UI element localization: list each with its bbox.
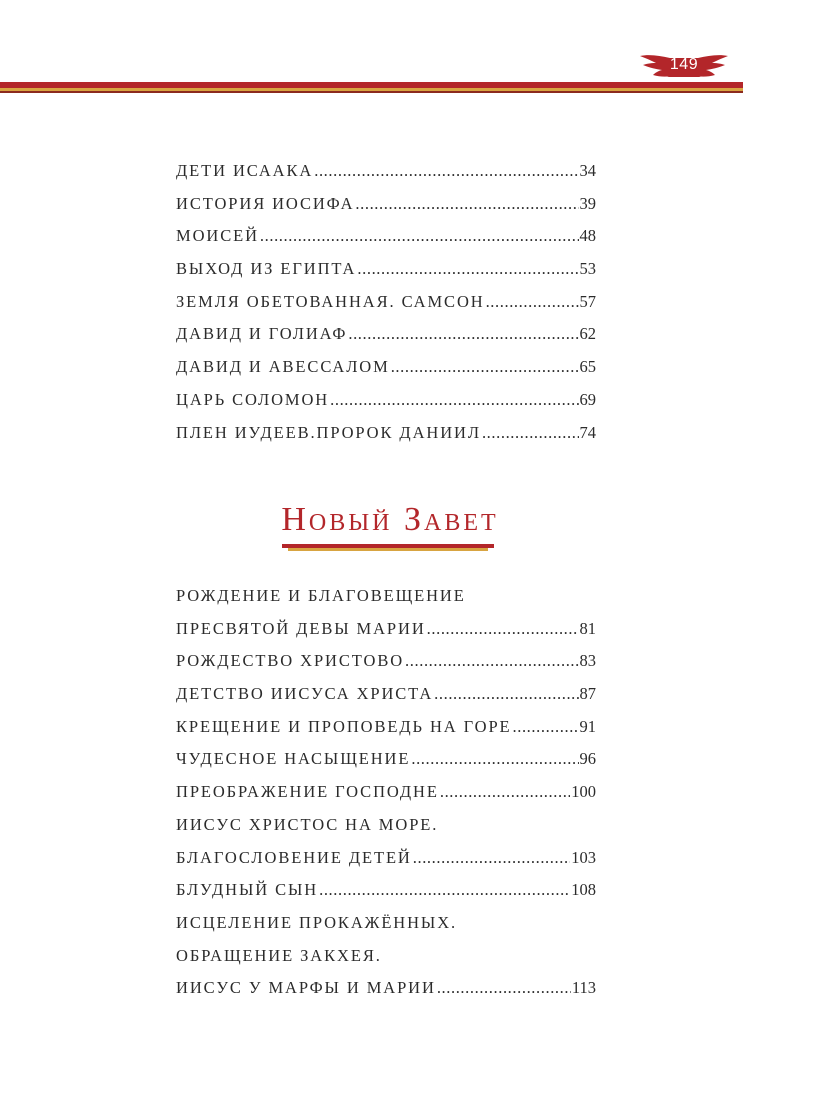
toc-entry-page: 91	[579, 716, 596, 736]
dot-leader	[437, 972, 571, 1005]
page-number: 149	[669, 56, 699, 73]
dot-leader	[513, 711, 579, 744]
dot-leader	[482, 417, 579, 450]
dot-leader	[405, 645, 578, 678]
heading-underline	[282, 544, 494, 552]
toc-entry-title: ИИСУС У МАРФЫ И МАРИИ	[176, 978, 436, 998]
toc-entry[interactable]	[176, 286, 596, 319]
toc-entry[interactable]	[176, 351, 596, 384]
section-heading-new-testament: Новый Завет	[281, 501, 499, 538]
toc-entry-page: 108	[571, 880, 596, 900]
dot-leader	[486, 286, 579, 319]
dot-leader	[330, 384, 578, 417]
toc-entry-page: 39	[579, 193, 596, 213]
dot-leader	[434, 678, 578, 711]
toc-entry-page: 34	[579, 161, 596, 180]
toc-entry[interactable]	[176, 318, 596, 351]
toc-entry[interactable]	[176, 776, 596, 809]
toc-entry-page: 87	[579, 684, 596, 704]
toc-entry-title: ПЛЕН ИУДЕЕВ.ПРОРОК ДАНИИЛ	[176, 422, 481, 442]
toc-entry-page: 48	[579, 226, 596, 246]
dot-leader	[314, 155, 578, 188]
dot-leader	[348, 318, 578, 351]
toc-entry-page: 69	[579, 389, 596, 409]
toc-entry-page: 74	[579, 422, 596, 442]
toc-entry-title: ИСТОРИЯ ИОСИФА	[176, 193, 355, 213]
toc-entry[interactable]	[176, 613, 596, 646]
toc-entry-page: 81	[579, 618, 596, 638]
toc-entry-page: 57	[579, 291, 596, 311]
toc-entry-title: ДЕТСТВО ИИСУСА ХРИСТА	[176, 684, 434, 704]
toc-entry-title: ИИСУС ХРИСТОС НА МОРЕ.	[176, 814, 439, 834]
dot-leader	[413, 842, 571, 875]
toc-entry-title: ЗЕМЛЯ ОБЕТОВАННАЯ. САМСОН	[176, 291, 485, 311]
toc-entry[interactable]	[176, 907, 596, 940]
toc-entry-title: БЛУДНЫЙ СЫН	[176, 880, 319, 900]
toc-entry-title: ИСЦЕЛЕНИЕ ПРОКАЖЁННЫХ.	[176, 912, 458, 932]
toc-entry[interactable]	[176, 188, 596, 221]
toc-entry[interactable]	[176, 743, 596, 776]
toc-entry-title: ДАВИД И ГОЛИАФ	[176, 324, 348, 344]
toc-old-testament	[176, 155, 596, 449]
toc-entry-title: ДАВИД И АВЕССАЛОМ	[176, 357, 390, 377]
toc-entry[interactable]	[176, 809, 596, 842]
toc-entry-title: ДЕТИ ИСААКА	[176, 161, 314, 180]
toc-entry-title: ПРЕОБРАЖЕНИЕ ГОСПОДНЕ	[176, 782, 439, 802]
dot-leader	[411, 743, 578, 776]
toc-entry-title: ВЫХОД ИЗ ЕГИПТА	[176, 259, 357, 279]
toc-entry[interactable]	[176, 972, 596, 1005]
toc-entry-title: РОЖДЕСТВО ХРИСТОВО	[176, 651, 405, 671]
toc-entry-title: РОЖДЕНИЕ И БЛАГОВЕЩЕНИЕ	[176, 586, 466, 605]
toc-entry[interactable]	[176, 842, 596, 875]
toc-entry-page: 96	[579, 749, 596, 769]
toc-entry-page: 100	[571, 782, 596, 802]
toc-entry[interactable]	[176, 417, 596, 450]
toc-entry-page: 62	[579, 324, 596, 344]
toc-entry[interactable]	[176, 874, 596, 907]
toc-new-testament	[176, 580, 596, 1005]
dot-leader	[260, 220, 579, 253]
dot-leader	[319, 874, 570, 907]
toc-entry-page: 113	[571, 978, 596, 998]
toc-entry[interactable]	[176, 580, 596, 613]
toc-entry[interactable]	[176, 711, 596, 744]
dot-leader	[427, 613, 579, 646]
page-number-badge	[640, 52, 728, 82]
toc-entry-title: ПРЕСВЯТОЙ ДЕВЫ МАРИИ	[176, 618, 426, 638]
toc-entry-title: ЧУДЕСНОЕ НАСЫЩЕНИЕ	[176, 749, 411, 769]
toc-entry-title: БЛАГОСЛОВЕНИЕ ДЕТЕЙ	[176, 847, 412, 867]
toc-entry-title: ЦАРЬ СОЛОМОН	[176, 389, 330, 409]
dot-leader	[440, 776, 570, 809]
toc-entry[interactable]	[176, 678, 596, 711]
toc-entry[interactable]	[176, 220, 596, 253]
dot-leader	[357, 253, 578, 286]
toc-entry-title: ОБРАЩЕНИЕ ЗАКХЕЯ.	[176, 945, 382, 965]
dot-leader	[391, 351, 579, 384]
toc-entry-title: МОИСЕЙ	[176, 226, 259, 246]
toc-entry[interactable]	[176, 645, 596, 678]
toc-entry-page: 103	[571, 847, 596, 867]
dot-leader	[355, 188, 578, 221]
toc-entry-page: 53	[579, 259, 596, 279]
toc-entry-page: 83	[579, 651, 596, 671]
toc-entry[interactable]	[176, 253, 596, 286]
toc-entry[interactable]	[176, 155, 596, 188]
toc-entry-page: 65	[579, 357, 596, 377]
toc-entry-title: КРЕЩЕНИЕ И ПРОПОВЕДЬ НА ГОРЕ	[176, 716, 512, 736]
header-rule	[0, 82, 743, 96]
toc-entry[interactable]	[176, 940, 596, 973]
toc-entry[interactable]	[176, 384, 596, 417]
